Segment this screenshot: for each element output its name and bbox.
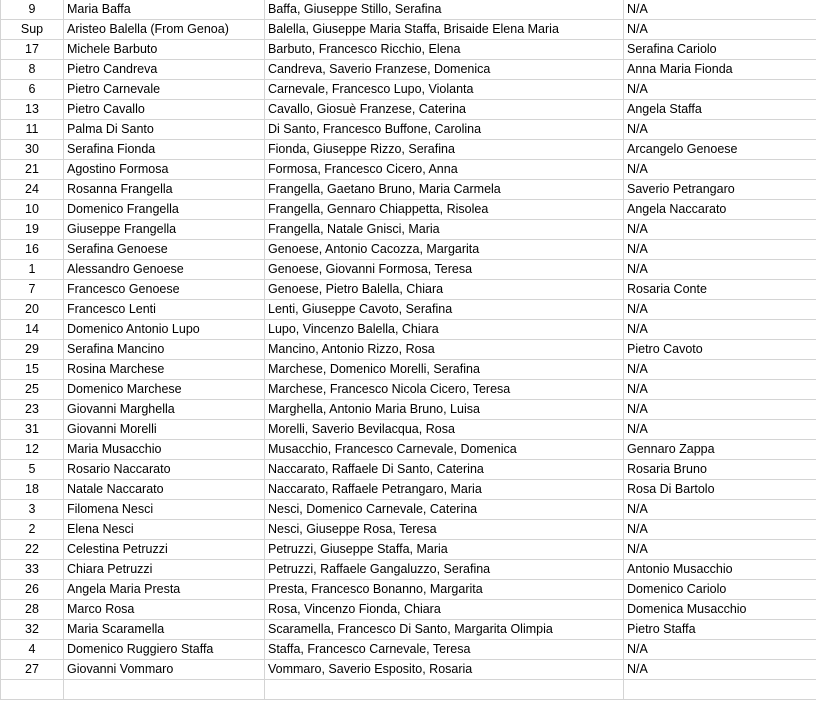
cell-spouse[interactable]: N/A (624, 20, 816, 40)
cell-person-name[interactable]: Pietro Candreva (64, 60, 265, 80)
cell-record-number[interactable] (1, 680, 64, 700)
table-row (1, 180, 816, 200)
cell-spouse[interactable]: N/A (624, 660, 816, 680)
cell-record-number[interactable]: 17 (1, 40, 64, 60)
table-row (1, 600, 816, 620)
cell-record-number[interactable]: 24 (1, 180, 64, 200)
table-row (1, 420, 816, 440)
cell-record-number[interactable]: 20 (1, 300, 64, 320)
cell-record-number[interactable]: 1 (1, 260, 64, 280)
table-row (1, 640, 816, 660)
cell-person-name[interactable]: Pietro Cavallo (64, 100, 265, 120)
cell-spouse[interactable]: N/A (624, 380, 816, 400)
cell-spouse[interactable]: Angela Staffa (624, 100, 816, 120)
cell-person-name[interactable]: Domenico Antonio Lupo (64, 320, 265, 340)
cell-spouse[interactable]: N/A (624, 520, 816, 540)
cell-spouse[interactable]: N/A (624, 420, 816, 440)
table-row (1, 520, 816, 540)
table-row (1, 380, 816, 400)
cell-person-name[interactable]: Serafina Mancino (64, 340, 265, 360)
cell-person-name[interactable] (64, 680, 265, 700)
cell-spouse[interactable]: N/A (624, 160, 816, 180)
table-row (1, 80, 816, 100)
cell-parents[interactable]: Petruzzi, Raffaele Gangaluzzo, Serafina (265, 560, 624, 580)
cell-parents[interactable]: Vommaro, Saverio Esposito, Rosaria (265, 660, 624, 680)
table-row (1, 160, 816, 180)
cell-spouse[interactable]: N/A (624, 240, 816, 260)
table-row (1, 40, 816, 60)
cell-record-number[interactable]: 32 (1, 620, 64, 640)
cell-spouse[interactable]: N/A (624, 320, 816, 340)
table-row (1, 580, 816, 600)
cell-record-number[interactable]: 10 (1, 200, 64, 220)
cell-parents[interactable]: Balella, Giuseppe Maria Staffa, Brisaide Elena Maria (265, 20, 624, 40)
table-row (1, 560, 816, 580)
cell-spouse[interactable]: N/A (624, 640, 816, 660)
cell-person-name[interactable]: Domenico Marchese (64, 380, 265, 400)
cell-spouse[interactable]: Rosaria Conte (624, 280, 816, 300)
cell-parents[interactable] (265, 680, 624, 700)
cell-record-number[interactable]: 8 (1, 60, 64, 80)
cell-person-name[interactable]: Marco Rosa (64, 600, 265, 620)
cell-parents[interactable]: Genoese, Pietro Balella, Chiara (265, 280, 624, 300)
cell-record-number[interactable]: 19 (1, 220, 64, 240)
cell-record-number[interactable]: 22 (1, 540, 64, 560)
cell-spouse[interactable]: N/A (624, 500, 816, 520)
cell-record-number[interactable]: 11 (1, 120, 64, 140)
cell-parents[interactable]: Marchese, Domenico Morelli, Serafina (265, 360, 624, 380)
table-row (1, 620, 816, 640)
cell-record-number[interactable]: 30 (1, 140, 64, 160)
cell-person-name[interactable]: Pietro Carnevale (64, 80, 265, 100)
cell-record-number[interactable]: 14 (1, 320, 64, 340)
cell-spouse[interactable]: Gennaro Zappa (624, 440, 816, 460)
cell-spouse[interactable]: Domenico Cariolo (624, 580, 816, 600)
table-row (1, 320, 816, 340)
cell-parents[interactable]: Naccarato, Raffaele Di Santo, Caterina (265, 460, 624, 480)
cell-record-number[interactable]: 33 (1, 560, 64, 580)
cell-spouse[interactable]: N/A (624, 80, 816, 100)
cell-person-name[interactable]: Maria Baffa (64, 0, 265, 20)
cell-person-name[interactable]: Serafina Genoese (64, 240, 265, 260)
cell-parents[interactable]: Petruzzi, Giuseppe Staffa, Maria (265, 540, 624, 560)
table-row (1, 220, 816, 240)
cell-person-name[interactable]: Maria Musacchio (64, 440, 265, 460)
cell-spouse[interactable]: N/A (624, 120, 816, 140)
cell-person-name[interactable]: Domenico Frangella (64, 200, 265, 220)
cell-parents[interactable]: Di Santo, Francesco Buffone, Carolina (265, 120, 624, 140)
cell-parents[interactable]: Scaramella, Francesco Di Santo, Margarita Olimpia (265, 620, 624, 640)
cell-spouse[interactable]: Serafina Cariolo (624, 40, 816, 60)
cell-record-number[interactable]: 9 (1, 0, 64, 20)
cell-spouse[interactable]: N/A (624, 300, 816, 320)
cell-person-name[interactable]: Aristeo Balella (From Genoa) (64, 20, 265, 40)
cell-record-number[interactable]: 7 (1, 280, 64, 300)
cell-record-number[interactable]: 29 (1, 340, 64, 360)
cell-parents[interactable]: Musacchio, Francesco Carnevale, Domenica (265, 440, 624, 460)
cell-parents[interactable]: Frangella, Natale Gnisci, Maria (265, 220, 624, 240)
table-row (1, 60, 816, 80)
cell-parents[interactable]: Fionda, Giuseppe Rizzo, Serafina (265, 140, 624, 160)
table-row (1, 260, 816, 280)
cell-person-name[interactable]: Giovanni Morelli (64, 420, 265, 440)
table-row (1, 340, 816, 360)
table-row (1, 480, 816, 500)
cell-record-number[interactable]: 6 (1, 80, 64, 100)
table-row (1, 400, 816, 420)
cell-person-name[interactable]: Palma Di Santo (64, 120, 265, 140)
cell-record-number[interactable]: 15 (1, 360, 64, 380)
cell-record-number[interactable]: 28 (1, 600, 64, 620)
cell-record-number[interactable]: 3 (1, 500, 64, 520)
cell-record-number[interactable]: 4 (1, 640, 64, 660)
cell-person-name[interactable]: Celestina Petruzzi (64, 540, 265, 560)
table-row (1, 440, 816, 460)
cell-parents[interactable]: Formosa, Francesco Cicero, Anna (265, 160, 624, 180)
cell-parents[interactable]: Nesci, Giuseppe Rosa, Teresa (265, 520, 624, 540)
cell-spouse[interactable]: Anna Maria Fionda (624, 60, 816, 80)
table-row (1, 280, 816, 300)
cell-spouse[interactable]: N/A (624, 540, 816, 560)
cell-spouse[interactable]: N/A (624, 360, 816, 380)
cell-person-name[interactable]: Elena Nesci (64, 520, 265, 540)
cell-record-number[interactable]: 27 (1, 660, 64, 680)
cell-parents[interactable]: Candreva, Saverio Franzese, Domenica (265, 60, 624, 80)
cell-record-number[interactable]: 23 (1, 400, 64, 420)
cell-record-number[interactable]: 31 (1, 420, 64, 440)
table-row (1, 460, 816, 480)
cell-parents[interactable]: Morelli, Saverio Bevilacqua, Rosa (265, 420, 624, 440)
table-row (1, 680, 816, 700)
cell-parents[interactable]: Lenti, Giuseppe Cavoto, Serafina (265, 300, 624, 320)
cell-record-number[interactable]: 16 (1, 240, 64, 260)
cell-parents[interactable]: Frangella, Gaetano Bruno, Maria Carmela (265, 180, 624, 200)
table-row (1, 240, 816, 260)
cell-parents[interactable]: Frangella, Gennaro Chiappetta, Risolea (265, 200, 624, 220)
cell-parents[interactable]: Lupo, Vincenzo Balella, Chiara (265, 320, 624, 340)
cell-parents[interactable]: Baffa, Giuseppe Stillo, Serafina (265, 0, 624, 20)
table-row (1, 100, 816, 120)
cell-record-number[interactable]: 21 (1, 160, 64, 180)
cell-spouse[interactable]: Pietro Staffa (624, 620, 816, 640)
cell-person-name[interactable]: Rosina Marchese (64, 360, 265, 380)
cell-record-number[interactable]: 5 (1, 460, 64, 480)
table-row (1, 20, 816, 40)
cell-person-name[interactable]: Agostino Formosa (64, 160, 265, 180)
cell-record-number[interactable]: 25 (1, 380, 64, 400)
cell-parents[interactable]: Marchese, Francesco Nicola Cicero, Teresa (265, 380, 624, 400)
cell-spouse[interactable]: N/A (624, 220, 816, 240)
cell-person-name[interactable]: Angela Maria Presta (64, 580, 265, 600)
table-row (1, 0, 816, 20)
table-row (1, 360, 816, 380)
cell-parents[interactable]: Marghella, Antonio Maria Bruno, Luisa (265, 400, 624, 420)
cell-person-name[interactable]: Rosario Naccarato (64, 460, 265, 480)
cell-spouse[interactable]: Saverio Petrangaro (624, 180, 816, 200)
cell-record-number[interactable]: 12 (1, 440, 64, 460)
table-row (1, 660, 816, 680)
cell-person-name[interactable]: Domenico Ruggiero Staffa (64, 640, 265, 660)
spreadsheet-body (1, 0, 816, 700)
cell-parents[interactable]: Presta, Francesco Bonanno, Margarita (265, 580, 624, 600)
cell-person-name[interactable]: Giuseppe Frangella (64, 220, 265, 240)
cell-parents[interactable]: Naccarato, Raffaele Petrangaro, Maria (265, 480, 624, 500)
cell-spouse[interactable] (624, 680, 816, 700)
cell-spouse[interactable]: N/A (624, 0, 816, 20)
cell-parents[interactable]: Nesci, Domenico Carnevale, Caterina (265, 500, 624, 520)
cell-person-name[interactable]: Filomena Nesci (64, 500, 265, 520)
cell-record-number[interactable]: 13 (1, 100, 64, 120)
cell-spouse[interactable]: Arcangelo Genoese (624, 140, 816, 160)
cell-person-name[interactable]: Francesco Genoese (64, 280, 265, 300)
cell-parents[interactable]: Carnevale, Francesco Lupo, Violanta (265, 80, 624, 100)
cell-spouse[interactable]: Antonio Musacchio (624, 560, 816, 580)
cell-person-name[interactable]: Giovanni Vommaro (64, 660, 265, 680)
cell-parents[interactable]: Genoese, Antonio Cacozza, Margarita (265, 240, 624, 260)
cell-person-name[interactable]: Francesco Lenti (64, 300, 265, 320)
cell-person-name[interactable]: Natale Naccarato (64, 480, 265, 500)
cell-parents[interactable]: Genoese, Giovanni Formosa, Teresa (265, 260, 624, 280)
cell-record-number[interactable]: 2 (1, 520, 64, 540)
cell-person-name[interactable]: Maria Scaramella (64, 620, 265, 640)
cell-spouse[interactable]: Rosa Di Bartolo (624, 480, 816, 500)
table-row (1, 540, 816, 560)
cell-spouse[interactable]: Rosaria Bruno (624, 460, 816, 480)
table-row (1, 120, 816, 140)
cell-parents[interactable]: Barbuto, Francesco Ricchio, Elena (265, 40, 624, 60)
cell-person-name[interactable]: Giovanni Marghella (64, 400, 265, 420)
table-row (1, 300, 816, 320)
cell-spouse[interactable]: Angela Naccarato (624, 200, 816, 220)
table-row (1, 140, 816, 160)
cell-spouse[interactable]: Domenica Musacchio (624, 600, 816, 620)
cell-person-name[interactable]: Chiara Petruzzi (64, 560, 265, 580)
cell-record-number[interactable]: Sup (1, 20, 64, 40)
table-row (1, 500, 816, 520)
cell-record-number[interactable]: 26 (1, 580, 64, 600)
cell-parents[interactable]: Rosa, Vincenzo Fionda, Chiara (265, 600, 624, 620)
cell-parents[interactable]: Mancino, Antonio Rizzo, Rosa (265, 340, 624, 360)
cell-parents[interactable]: Staffa, Francesco Carnevale, Teresa (265, 640, 624, 660)
cell-spouse[interactable]: Pietro Cavoto (624, 340, 816, 360)
cell-person-name[interactable]: Michele Barbuto (64, 40, 265, 60)
cell-spouse[interactable]: N/A (624, 260, 816, 280)
cell-person-name[interactable]: Rosanna Frangella (64, 180, 265, 200)
cell-record-number[interactable]: 18 (1, 480, 64, 500)
cell-person-name[interactable]: Serafina Fionda (64, 140, 265, 160)
cell-parents[interactable]: Cavallo, Giosuè Franzese, Caterina (265, 100, 624, 120)
cell-person-name[interactable]: Alessandro Genoese (64, 260, 265, 280)
cell-spouse[interactable]: N/A (624, 400, 816, 420)
table-row (1, 200, 816, 220)
